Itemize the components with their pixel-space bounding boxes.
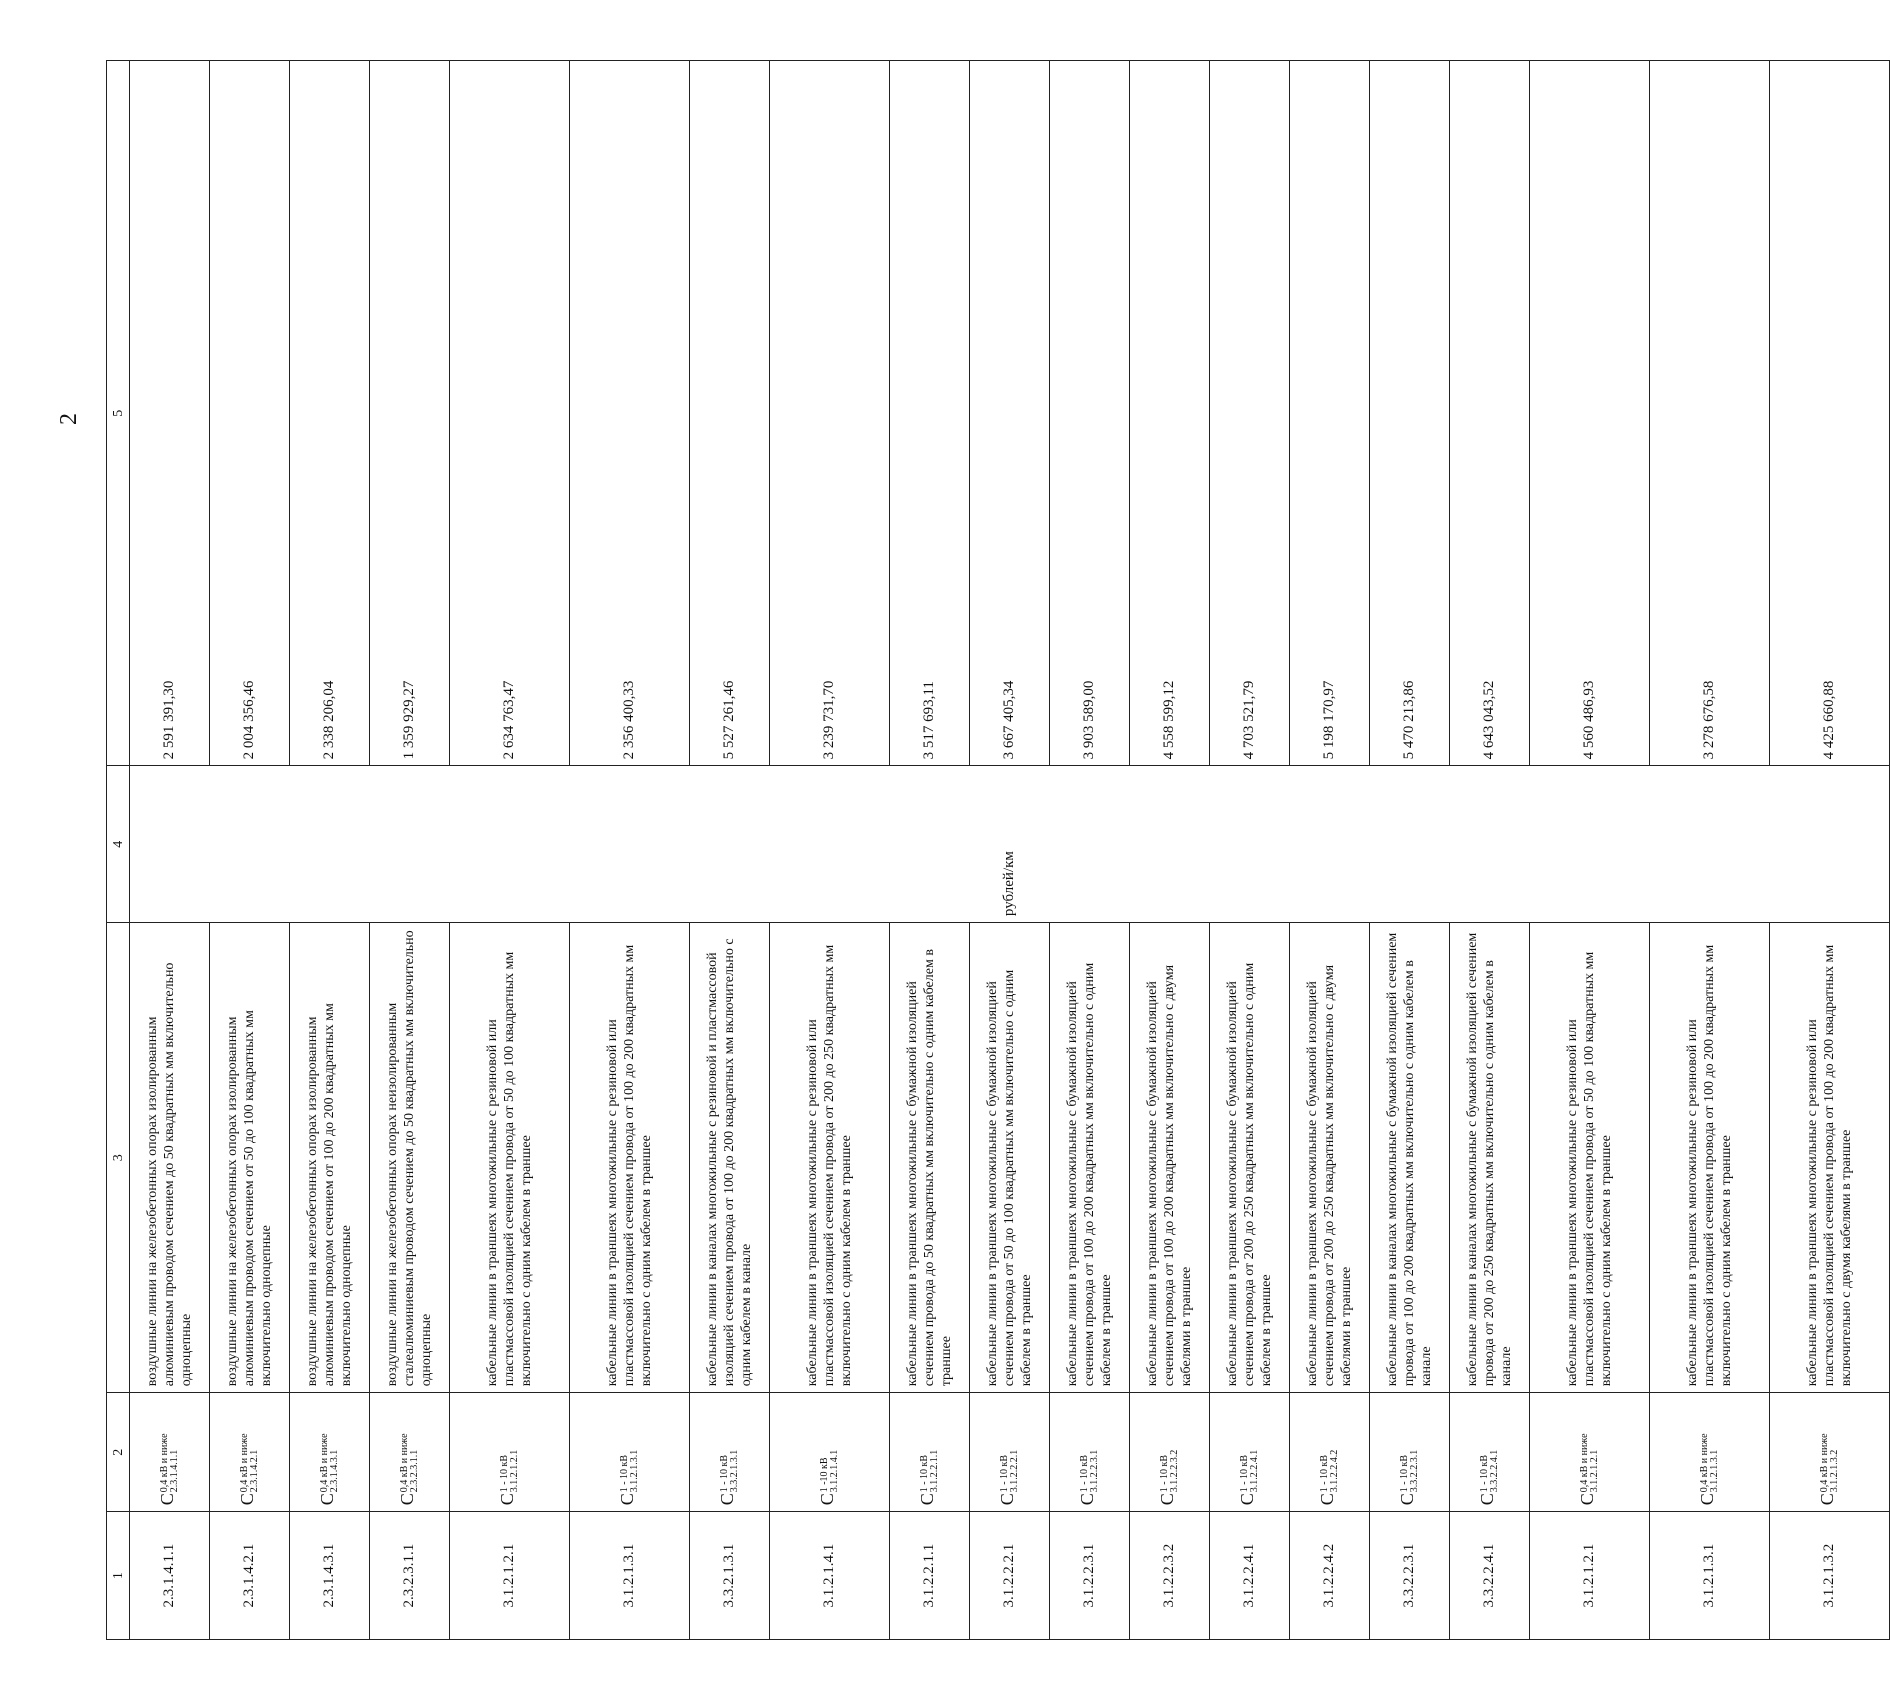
row-value: 3 278 676,58	[1650, 61, 1770, 766]
row-description: кабельные линии в каналах многожильные с бумажной изоляцией сечением провода от 100 до 200 квадратных мм включительно с одним кабелем в канале	[1370, 923, 1450, 1393]
row-description: кабельные линии в каналах многожильные с бумажной изоляцией сечением провода от 200 до 250 квадратных мм включительно с одним кабелем в канале	[1450, 923, 1530, 1393]
row-index-symbol	[130, 1393, 210, 1512]
index-subscript: 3.1.2.2.3.2	[1168, 1449, 1180, 1493]
row-value: 2 338 206,04	[290, 61, 370, 766]
row-index-symbol	[370, 1393, 450, 1512]
index-base: C	[997, 1493, 1018, 1506]
row-description: кабельные линии в траншеях многожильные с резиновой или пластмассовой изоляцией сечением провода от 100 до 200 квадратных мм включительно с одним кабелем в траншее	[570, 923, 690, 1393]
row-index-symbol	[890, 1393, 970, 1512]
index-subscript: 3.1.2.1.3.1	[628, 1449, 640, 1493]
row-value: 1 359 929,27	[370, 61, 450, 766]
row-description: кабельные линии в траншеях многожильные с бумажной изоляцией сечением провода от 200 до 250 квадратных мм включительно с одним кабелем в траншее	[1210, 923, 1290, 1393]
index-scripts	[1400, 1450, 1420, 1493]
row-code: 3.1.2.1.4.1	[770, 1512, 890, 1640]
row-index-symbol	[1050, 1393, 1130, 1512]
index-subscript: 3.3.2.1.3.1	[728, 1449, 740, 1493]
row-value: 2 356 400,33	[570, 61, 690, 766]
row-index-symbol	[970, 1393, 1050, 1512]
index-base: C	[317, 1493, 338, 1506]
index-base: C	[917, 1493, 938, 1506]
row-index-symbol	[690, 1393, 770, 1512]
index-base: C	[617, 1493, 638, 1506]
row-code: 3.1.2.2.1.1	[890, 1512, 970, 1640]
row-code: 3.1.2.1.2.1	[1530, 1512, 1650, 1640]
index-scripts	[1820, 1433, 1840, 1492]
row-index-symbol	[1770, 1393, 1890, 1512]
rotated-table-container	[106, 60, 1854, 1640]
row-code: 3.3.2.2.3.1	[1370, 1512, 1450, 1640]
row-description: кабельные линии в каналах многожильные с резиновой и пластмассовой изоляцией сечением провода от 100 до 200 квадратных мм включительно с одним кабелем в канале	[690, 923, 770, 1393]
row-description: кабельные линии в траншеях многожильные с резиновой или пластмассовой изоляцией сечением провода от 100 до 200 квадратных мм включительно с одним кабелем в траншее	[1650, 923, 1770, 1393]
row-code: 3.1.2.1.3.2	[1770, 1512, 1890, 1640]
row-description: воздушные линии на железобетонных опорах изолированным алюминиевым проводом сечением от 50 до 100 квадратных мм включительно одноцепные	[210, 923, 290, 1393]
index-scripts	[720, 1450, 740, 1493]
index-scripts	[1160, 1450, 1180, 1493]
row-index-symbol	[1210, 1393, 1290, 1512]
row-code: 3.1.2.2.3.2	[1130, 1512, 1210, 1640]
index-superscript: 1 - 10 кВ	[1238, 1454, 1250, 1493]
index-superscript: 1 - 10 кВ	[1398, 1454, 1410, 1493]
index-scripts	[500, 1450, 520, 1493]
index-base: C	[717, 1493, 738, 1506]
index-subscript: 3.1.2.1.3.2	[1828, 1449, 1840, 1493]
row-value: 4 558 599,12	[1130, 61, 1210, 766]
row-description: кабельные линии в траншеях многожильные с бумажной изоляцией сечением провода от 100 до 200 квадратных мм включительно с одним кабелем в траншее	[1050, 923, 1130, 1393]
index-scripts	[1080, 1450, 1100, 1493]
index-scripts	[1700, 1433, 1720, 1492]
unit-cell: рублей/км	[130, 766, 1890, 923]
row-value: 5 470 213,86	[1370, 61, 1450, 766]
row-value: 3 517 693,11	[890, 61, 970, 766]
index-base: C	[497, 1493, 518, 1506]
row-value: 5 527 261,46	[690, 61, 770, 766]
index-base: C	[397, 1493, 418, 1506]
row-value: 4 703 521,79	[1210, 61, 1290, 766]
row-code: 2.3.1.4.1.1	[130, 1512, 210, 1640]
row-description: воздушные линии на железобетонных опорах изолированным алюминиевым проводом сечением от 100 до 200 квадратных мм включительно одноцепные	[290, 923, 370, 1393]
index-subscript: 3.3.2.2.4.1	[1488, 1449, 1500, 1493]
row-code: 3.1.2.1.2.1	[450, 1512, 570, 1640]
index-subscript: 2.3.1.4.2.1	[248, 1449, 260, 1493]
index-subscript: 2.3.1.4.1.1	[168, 1449, 180, 1493]
index-subscript: 3.1.2.2.2.1	[1008, 1449, 1020, 1493]
index-subscript: 3.1.2.1.4.1	[828, 1449, 840, 1493]
row-value: 2 634 763,47	[450, 61, 570, 766]
page-number: 2	[56, 413, 82, 425]
row-code: 3.1.2.1.3.1	[1650, 1512, 1770, 1640]
row-index-symbol	[210, 1393, 290, 1512]
index-base: C	[1697, 1493, 1718, 1506]
row-code: 2.3.1.4.2.1	[210, 1512, 290, 1640]
row-description: кабельные линии в траншеях многожильные с бумажной изоляцией сечением провода до 50 квадратных мм включительно с одним кабелем в траншее	[890, 923, 970, 1393]
row-index-symbol	[450, 1393, 570, 1512]
row-index-symbol	[1130, 1393, 1210, 1512]
row-index-symbol	[1290, 1393, 1370, 1512]
index-superscript: 1 - 10 кВ	[998, 1454, 1010, 1493]
index-subscript: 3.1.2.2.3.1	[1088, 1449, 1100, 1493]
row-value: 3 239 731,70	[770, 61, 890, 766]
row-value: 3 667 405,34	[970, 61, 1050, 766]
index-subscript: 3.3.2.2.3.1	[1408, 1449, 1420, 1493]
index-superscript: 0,4 кВ и ниже	[1578, 1433, 1590, 1493]
index-base: C	[1397, 1493, 1418, 1506]
row-code: 3.1.2.2.4.1	[1210, 1512, 1290, 1640]
index-scripts	[1320, 1450, 1340, 1493]
index-superscript: 1 -10 кВ	[818, 1457, 830, 1493]
index-scripts	[400, 1433, 420, 1492]
row-description: кабельные линии в траншеях многожильные с резиновой или пластмассовой изоляцией сечением провода от 200 до 250 квадратных мм включительно с одним кабелем в траншее	[770, 923, 890, 1393]
index-superscript: 0,4 кВ и ниже	[1698, 1433, 1710, 1493]
table-body	[130, 61, 1890, 1640]
index-subscript: 3.1.2.2.4.1	[1248, 1449, 1260, 1493]
index-scripts	[320, 1433, 340, 1492]
index-subscript: 2.3.1.4.3.1	[328, 1449, 340, 1493]
index-scripts	[1580, 1433, 1600, 1492]
index-superscript: 0,4 кВ и ниже	[1818, 1433, 1830, 1493]
index-superscript: 1 - 10 кВ	[1318, 1454, 1330, 1493]
row-value: 4 643 043,52	[1450, 61, 1530, 766]
index-base: C	[1577, 1493, 1598, 1506]
index-scripts	[160, 1433, 180, 1492]
row-value: 3 903 589,00	[1050, 61, 1130, 766]
index-scripts	[920, 1450, 940, 1493]
index-scripts	[620, 1450, 640, 1493]
header-col-3: 3	[107, 923, 130, 1393]
index-superscript: 0,4 кВ и ниже	[238, 1433, 250, 1493]
row-code: 3.1.2.2.3.1	[1050, 1512, 1130, 1640]
index-base: C	[1237, 1493, 1258, 1506]
index-superscript: 0,4 кВ и ниже	[318, 1433, 330, 1493]
row-description: воздушные линии на железобетонных опорах неизолированным сталеалюминиевым проводом сечением до 50 квадратных мм включительно одноцепные	[370, 923, 450, 1393]
index-superscript: 1 - 10 кВ	[618, 1454, 630, 1493]
index-superscript: 0,4 кВ и ниже	[398, 1433, 410, 1493]
row-description: воздушные линии на железобетонных опорах изолированным алюминиевым проводом сечением до 50 квадратных мм включительно одноцепные	[130, 923, 210, 1393]
index-superscript: 1 - 10 кВ	[1478, 1454, 1490, 1493]
index-subscript: 2.3.2.3.1.1	[408, 1449, 420, 1493]
row-description: кабельные линии в траншеях многожильные с бумажной изоляцией сечением провода от 100 до 200 квадратных мм включительно с двумя кабелями в траншее	[1130, 923, 1210, 1393]
row-index-symbol	[1650, 1393, 1770, 1512]
index-base: C	[1477, 1493, 1498, 1506]
index-subscript: 3.1.2.1.2.1	[508, 1449, 520, 1493]
row-index-symbol	[770, 1393, 890, 1512]
index-base: C	[1157, 1493, 1178, 1506]
row-value: 4 425 660,88	[1770, 61, 1890, 766]
row-code: 3.3.2.1.3.1	[690, 1512, 770, 1640]
row-code: 3.1.2.2.4.2	[1290, 1512, 1370, 1640]
index-base: C	[157, 1493, 178, 1506]
index-subscript: 3.1.2.2.1.1	[928, 1449, 940, 1493]
row-index-symbol	[1450, 1393, 1530, 1512]
row-code: 3.1.2.2.2.1	[970, 1512, 1050, 1640]
row-value: 2 591 391,30	[130, 61, 210, 766]
index-scripts	[240, 1433, 260, 1492]
index-scripts	[1000, 1450, 1020, 1493]
index-superscript: 1 - 10 кВ	[718, 1454, 730, 1493]
index-superscript: 0,4 кВ и ниже	[158, 1433, 170, 1493]
index-base: C	[237, 1493, 258, 1506]
tariff-table	[106, 60, 1890, 1640]
row-code: 3.1.2.1.3.1	[570, 1512, 690, 1640]
header-col-1: 1	[107, 1512, 130, 1640]
row-code: 3.3.2.2.4.1	[1450, 1512, 1530, 1640]
index-superscript: 1 - 10 кВ	[498, 1454, 510, 1493]
index-scripts	[820, 1450, 840, 1493]
index-subscript: 3.1.2.1.3.1	[1708, 1449, 1720, 1493]
header-row	[107, 61, 130, 1640]
index-scripts	[1480, 1450, 1500, 1493]
row-value: 4 560 486,93	[1530, 61, 1650, 766]
row-code: 2.3.2.3.1.1	[370, 1512, 450, 1640]
index-scripts	[1240, 1450, 1260, 1493]
row-value: 2 004 356,46	[210, 61, 290, 766]
index-superscript: 1 - 10 кВ	[1158, 1454, 1170, 1493]
index-subscript: 3.1.2.1.2.1	[1588, 1449, 1600, 1493]
row-description: кабельные линии в траншеях многожильные с резиновой или пластмассовой изоляцией сечением провода от 100 до 200 квадратных мм включительно с двумя кабелями в траншее	[1770, 923, 1890, 1393]
table-row	[130, 61, 210, 1640]
header-col-4: 4	[107, 766, 130, 923]
row-description: кабельные линии в траншеях многожильные с бумажной изоляцией сечением провода от 50 до 100 квадратных мм включительно с одним кабелем в траншее	[970, 923, 1050, 1393]
index-base: C	[1317, 1493, 1338, 1506]
row-index-symbol	[570, 1393, 690, 1512]
header-col-5: 5	[107, 61, 130, 766]
index-subscript: 3.1.2.2.4.2	[1328, 1449, 1340, 1493]
index-base: C	[1817, 1493, 1838, 1506]
header-col-2: 2	[107, 1393, 130, 1512]
row-description: кабельные линии в траншеях многожильные с резиновой или пластмассовой изоляцией сечением провода от 50 до 100 квадратных мм включительно с одним кабелем в траншее	[1530, 923, 1650, 1393]
row-index-symbol	[1530, 1393, 1650, 1512]
index-base: C	[1077, 1493, 1098, 1506]
row-description: кабельные линии в траншеях многожильные с бумажной изоляцией сечением провода от 200 до 250 квадратных мм включительно с двумя кабелями в траншее	[1290, 923, 1370, 1393]
row-code: 2.3.1.4.3.1	[290, 1512, 370, 1640]
row-index-symbol	[290, 1393, 370, 1512]
index-base: C	[817, 1493, 838, 1506]
row-description: кабельные линии в траншеях многожильные с резиновой или пластмассовой изоляцией сечением провода от 50 до 100 квадратных мм включительно с одним кабелем в траншее	[450, 923, 570, 1393]
index-superscript: 1 - 10 кВ	[1078, 1454, 1090, 1493]
row-index-symbol	[1370, 1393, 1450, 1512]
index-superscript: 1 - 10 кВ	[918, 1454, 930, 1493]
row-value: 5 198 170,97	[1290, 61, 1370, 766]
